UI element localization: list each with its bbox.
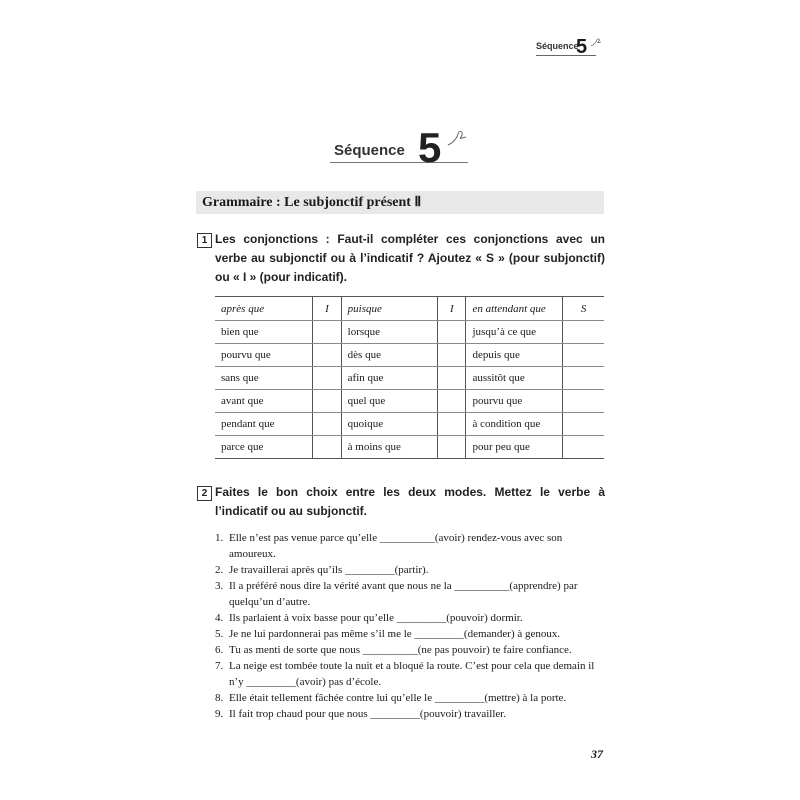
exercise-1-instruction <box>197 230 605 288</box>
table-header-row <box>215 297 604 321</box>
item-text: Ils parlaient à voix basse pour qu’elle _________(pouvoir) dormir. <box>229 612 523 624</box>
item-text: Elle n’est pas venue parce qu’elle __________(avoir) rendez-vous avec son amoureux. <box>229 532 563 560</box>
item-text: Il fait trop chaud pour que nous _________(pouvoir) travailler. <box>229 708 507 720</box>
answer-cell[interactable] <box>438 367 466 390</box>
item-number: 8. <box>215 692 224 704</box>
table-row <box>215 436 604 459</box>
list-item <box>215 690 605 706</box>
table-row <box>215 367 604 390</box>
table-header-cell: après que <box>215 297 313 321</box>
exercise-instruction-text: Les conjonctions : Faut-il compléter ces conjonctions avec un verbe au subjonctif ou à l’indicatif ? Ajoutez « S » (pour subjonctif) ou « I » (pour indicatif). <box>215 232 605 284</box>
conjunction-cell: pendant que <box>215 413 313 436</box>
exercise-2-instruction <box>197 483 605 521</box>
item-number: 1. <box>215 532 224 544</box>
conjunction-cell: depuis que <box>466 344 563 367</box>
table-row <box>215 321 604 344</box>
list-item <box>215 530 605 562</box>
list-item <box>215 578 605 610</box>
list-item <box>215 706 605 722</box>
answer-cell[interactable] <box>563 321 604 344</box>
table-header-cell: puisque <box>341 297 437 321</box>
conjunction-cell: quoique <box>341 413 437 436</box>
answer-cell[interactable] <box>563 390 604 413</box>
item-number: 4. <box>215 612 224 624</box>
item-number: 2. <box>215 564 224 576</box>
answer-cell[interactable] <box>438 413 466 436</box>
item-text: Elle était tellement fâchée contre lui qu’elle le _________(mettre) à la porte. <box>229 692 567 704</box>
conjunction-cell: sans que <box>215 367 313 390</box>
table-header-cell: S <box>563 297 604 321</box>
exercise-number-badge: 1 <box>197 233 212 248</box>
swirl-ornament-icon <box>590 38 602 48</box>
section-title: Grammaire : Le subjonctif présent Ⅱ <box>202 195 422 210</box>
item-number: 6. <box>215 644 224 656</box>
page-number: 37 <box>591 747 603 761</box>
conjunction-cell: aussitôt que <box>466 367 563 390</box>
exercise-number-badge: 2 <box>197 486 212 501</box>
item-text: Je ne lui pardonnerai pas même s’il me le _________(demander) à genoux. <box>229 628 561 640</box>
answer-cell[interactable] <box>313 344 341 367</box>
answer-cell[interactable] <box>313 321 341 344</box>
answer-cell[interactable] <box>438 436 466 459</box>
conjunction-cell: pour peu que <box>466 436 563 459</box>
list-item <box>215 658 605 690</box>
answer-cell[interactable] <box>563 436 604 459</box>
sequence-title-label: Séquence <box>334 142 405 159</box>
table-header-cell: I <box>438 297 466 321</box>
answer-cell[interactable] <box>313 413 341 436</box>
answer-cell[interactable] <box>563 367 604 390</box>
conjunction-cell: pourvu que <box>466 390 563 413</box>
item-text: Tu as menti de sorte que nous __________(ne pas pouvoir) te faire confiance. <box>229 644 572 656</box>
item-number: 5. <box>215 628 224 640</box>
swirl-ornament-icon <box>446 130 468 148</box>
conjunction-cell: afin que <box>341 367 437 390</box>
conjunction-cell: pourvu que <box>215 344 313 367</box>
list-item <box>215 610 605 626</box>
item-text: Il a préféré nous dire la vérité avant que nous ne la __________(apprendre) par quelqu’un d’autre. <box>229 580 578 608</box>
answer-cell[interactable] <box>438 321 466 344</box>
table-row <box>215 390 604 413</box>
conjunctions-table <box>215 296 604 459</box>
conjunction-cell: avant que <box>215 390 313 413</box>
answer-cell[interactable] <box>563 344 604 367</box>
table-row <box>215 344 604 367</box>
item-number: 7. <box>215 660 224 672</box>
answer-cell[interactable] <box>438 344 466 367</box>
list-item <box>215 642 605 658</box>
conjunction-cell: jusqu’à ce que <box>466 321 563 344</box>
item-text: Je travaillerai après qu’ils _________(partir). <box>229 564 429 576</box>
running-head <box>536 38 606 62</box>
conjunction-cell: à condition que <box>466 413 563 436</box>
answer-cell[interactable] <box>313 390 341 413</box>
item-text: La neige est tombée toute la nuit et a bloqué la route. C’est pour cela que demain il n’y _________(avoir) pas d’école. <box>229 660 595 688</box>
conjunction-cell: bien que <box>215 321 313 344</box>
exercise-instruction-text: Faites le bon choix entre les deux modes. Mettez le verbe à l’indicatif ou au subjonctif. <box>215 485 605 518</box>
conjunction-cell: à moins que <box>341 436 437 459</box>
conjunction-cell: dès que <box>341 344 437 367</box>
table-header-cell: I <box>313 297 341 321</box>
item-number: 9. <box>215 708 224 720</box>
answer-cell[interactable] <box>313 367 341 390</box>
answer-cell[interactable] <box>313 436 341 459</box>
running-head-label: Séquence <box>536 41 579 51</box>
answer-cell[interactable] <box>563 413 604 436</box>
exercise-2-sentence-list <box>215 530 605 722</box>
sequence-title-number: 5 <box>418 124 442 171</box>
list-item <box>215 626 605 642</box>
sequence-title <box>330 124 470 176</box>
table-row <box>215 413 604 436</box>
list-item <box>215 562 605 578</box>
answer-cell[interactable] <box>438 390 466 413</box>
conjunction-cell: lorsque <box>341 321 437 344</box>
item-number: 3. <box>215 580 224 592</box>
section-header <box>196 191 604 214</box>
sequence-title-rule <box>330 162 468 163</box>
table-header-cell: en attendant que <box>466 297 563 321</box>
conjunction-cell: parce que <box>215 436 313 459</box>
conjunction-cell: quel que <box>341 390 437 413</box>
running-head-number: 5 <box>576 36 588 58</box>
